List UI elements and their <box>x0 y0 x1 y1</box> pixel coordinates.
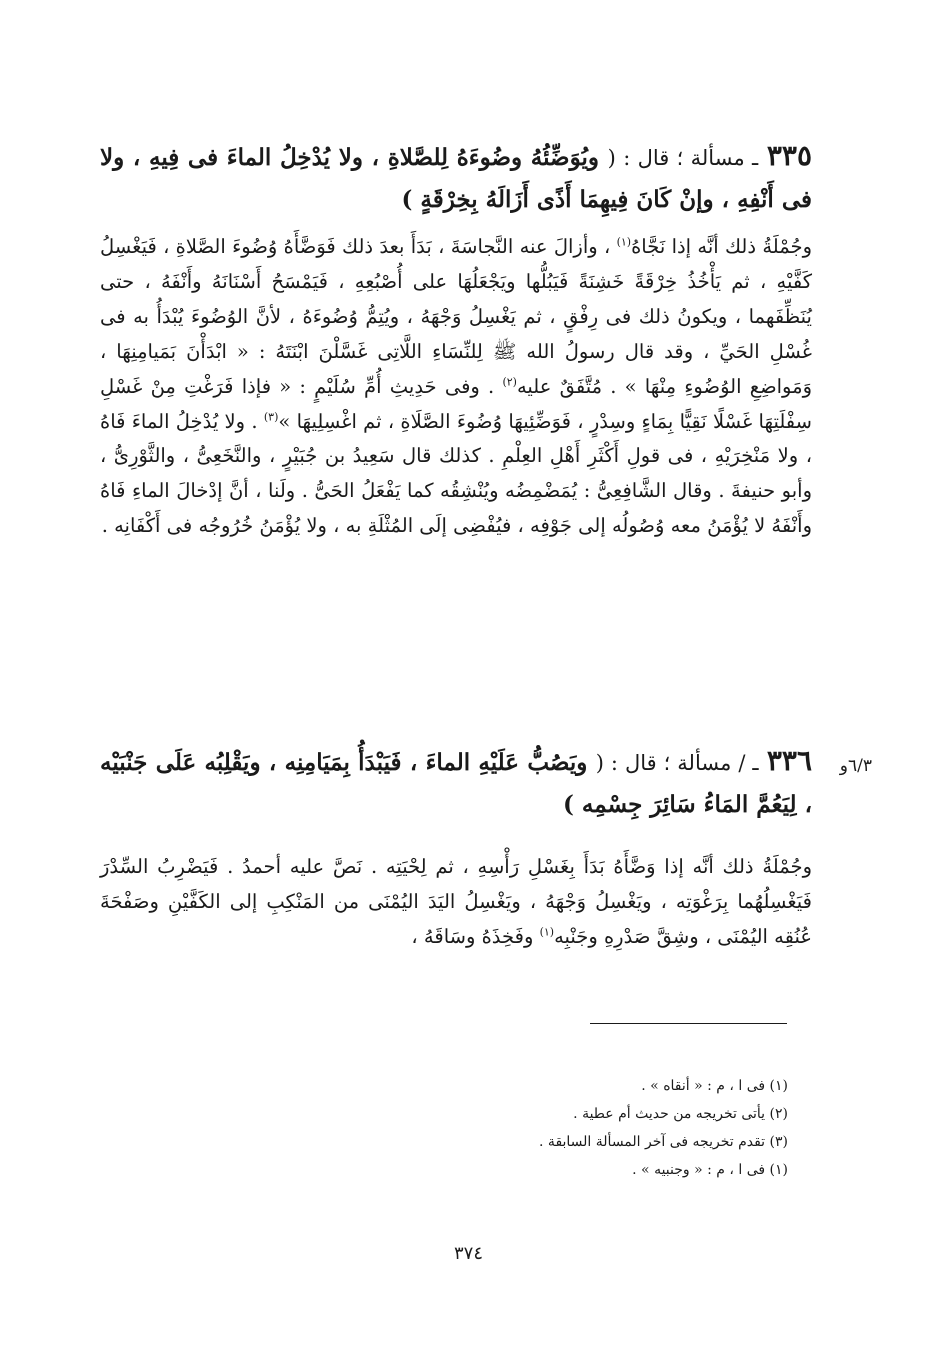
section-335-heading <box>100 135 812 221</box>
section-335-body <box>100 230 812 544</box>
footnote-ref-2: (٢) <box>502 375 517 389</box>
footnote-ref-3: (٣) <box>263 410 279 424</box>
folio-margin-note: ٦/٣و <box>839 756 872 776</box>
page-number: ٣٧٤ <box>453 1243 483 1264</box>
section-335-body-part-4: . ولا يُدْخِلُ الماءَ فَاهُ ، ولا مَنْخِرَيْهِ ، فى قولِ أَكْثَرِ أَهْلِ العِلْمِ . كذلك قال سَعِيدُ بن جُبَيْرٍ ، والنَّخَعِىُّ ، والثَّوْرِىُّ ، وأبو حنيفةَ . وقال الشَّافِعِىُّ : يُمَضْمِضُه ويُنْشِقُه كما يَفْعَلُ الحَىُّ . ولَنا ، أنَّ إدْخالَ الماءِ فَاهُ وأَنْفَهُ لا يُؤْمَنُ معه وُصُولُه إلى جَوْفِه ، فيُفْضِى إلَى المُثْلَةِ به ، ولا يُؤْمَنُ خُرُوجُه فى أَكْفَانِه . <box>100 409 812 538</box>
section-335-body-part-2: ، وأزالَ عنه النَّجاسَةَ ، بَدَأَ بعدَ ذلك فَوَضَّأَهُ وُضُوءَ الصَّلاةِ ، فَيَغْسِلُ كَفَّيْهِ ، ثم يَأْخُذُ خِرْقَةً خَشِنَةً فَيَبُلُّها ويَجْعَلُهَا على أُصْبُعِهِ ، فَيَمْسَحُ أَسْنَانَهُ وأَنْفَهُ ، حتى يُنَظِّفَهما ، ويكونُ ذلك فى رِفْقٍ ، ثم يَغْسِلُ وَجْهَهُ ، ويُتِمُّ وُضُوءَهُ ، لأنَّ الوُضُوءَ يُبْدَأُ به فى غُسْلِ الحَيِّ ، وقد قال رسولُ الله ﷺ لِلنِّسَاءِ اللَّاتِى غَسَّلْنَ ابْنَتَهُ : « ابْدَأْنَ بَمَيامِنِهَا ، وَمَواضِعِ الوُضُوءِ مِنْهَا » . مُتَّفَقٌ عليه <box>100 235 812 398</box>
footnote-item: (١) فى ا ، م : « أنقاه » . <box>641 1078 788 1094</box>
section-336-body <box>100 850 812 955</box>
section-335-number: ٣٣٥ <box>766 139 812 172</box>
footnote-ref-1b: (١) <box>539 925 555 939</box>
section-335-body-part-3: . وفى حَدِيثِ أُمِّ سُلَيْمٍ : « فإذا فَرَغْتِ مِنْ غَسْلِ سِفْلَتِهَا غَسْلًا نَقِيًّا بِمَاءٍ وسِدْرٍ ، فَوَضِّئِيهَا وُضُوءَ الصَّلَاةِ ، ثم اغْسِلِيهَا » <box>100 374 812 433</box>
footnote-ref-1: (١) <box>616 235 632 249</box>
section-336-heading <box>100 740 812 826</box>
footnote-separator <box>590 1023 787 1024</box>
section-336-number: ٣٣٦ <box>766 744 812 777</box>
section-336-intro: ـ / مسألة ؛ قال : ( <box>595 751 759 775</box>
section-335-body-part-1: وجُمْلَةُ ذلك أنَّه إذا نَجَّاهُ <box>631 235 812 258</box>
footnotes <box>300 1072 788 1184</box>
footnote-item: (١) فى ا ، م : « وجنبيه » . <box>632 1162 788 1178</box>
footnote-item: (٢) يأتى تخريجه من حديث أم عطية . <box>573 1106 788 1122</box>
section-335-intro: ـ مسألة ؛ قال : ( <box>607 146 759 170</box>
footnote-item: (٣) تقدم تخريجه فى آخر المسألة السابقة . <box>539 1134 788 1150</box>
section-336-heading-text: ويَصُبُّ عَلَيْهِ الماءَ ، فَيَبْدَأُ بِمَيَامِنِه ، ويَقْلِبُه عَلَى جَنْبَيْه ، لِيَعُمَّ المَاءُ سَائِرَ جِسْمِه ) <box>100 749 812 818</box>
section-336-body-part-1: وجُمْلَةُ ذلك أنَّه إذا وَضَّأَهُ بَدَأَ بِغَسْلِ رَأْسِهِ ، ثم لِحْيَتِه . نَصَّ عليه أحمدُ . فَيَضْرِبُ السِّدْرَ فَيَغْسِلُهُما بِرَغْوَتِه ، ويَغْسِلُ وَجْهَهُ ، ويَغْسِلُ اليَدَ اليُمْنَى من المَنْكِبِ إلى الكَفَّيْنِ وصَفْحَةَ عُنُقِه اليُمْنَى ، وشِقَّ صَدْرِهِ وجَنْبِه <box>100 855 812 948</box>
section-336-body-part-2: وفَخِذَهُ وسَاقَهُ ، <box>411 924 540 948</box>
section-335-heading-text: ويُوَضِّئُهُ وضُوءَهُ لِلصَّلاةِ ، ولا يُدْخِلُ الماءَ فى فِيهِ ، ولا فى أَنْفِهِ ، وإنْ كَانَ فِيهِمَا أَذًى أَزَالَهُ بِخِرْقَةٍ ) <box>100 144 812 213</box>
